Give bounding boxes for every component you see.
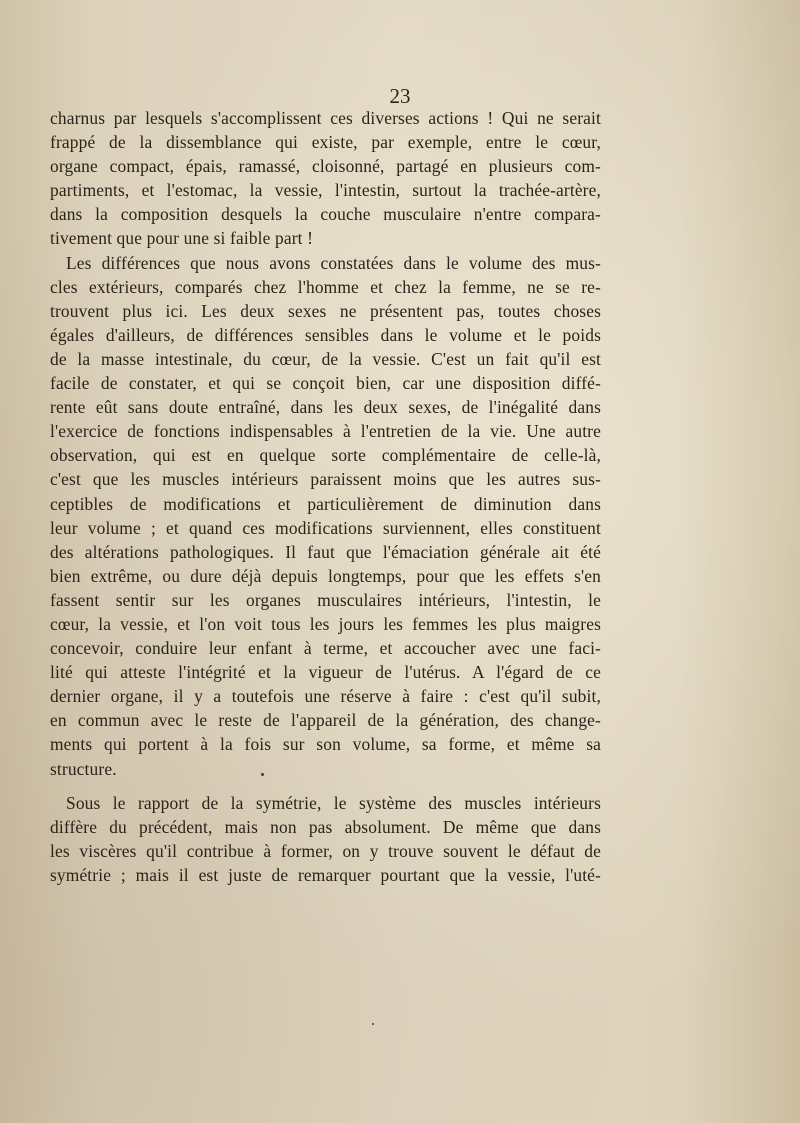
- text-line: les viscères qu'il contribue à former, on y trouve souvent le défaut de: [50, 840, 601, 861]
- paragraph-3: [50, 791, 601, 887]
- ink-speck: [372, 1023, 374, 1025]
- text-line: concevoir, conduire leur enfant à terme, et accoucher avec une faci-: [50, 638, 601, 659]
- text-line: c'est que les muscles intérieurs paraissent moins que les autres sus-: [50, 469, 601, 490]
- text-line: cles extérieurs, comparés chez l'homme et chez la femme, ne se re-: [50, 276, 601, 297]
- text-line: fassent sentir sur les organes musculaires intérieurs, l'intestin, le: [50, 589, 601, 610]
- text-line: observation, qui est en quelque sorte complémentaire de celle-là,: [50, 445, 601, 466]
- text-line: cœur, la vessie, et l'on voit tous les jours les femmes les plus maigres: [50, 613, 601, 634]
- text-line: ceptibles de modifications et particulièrement de diminution dans: [50, 493, 601, 514]
- text-line: bien extrême, ou dure déjà depuis longtemps, pour que les effets s'en: [50, 565, 601, 586]
- text-line: diffère du précédent, mais non pas absolument. De même que dans: [50, 816, 601, 837]
- paragraph-2: [50, 251, 601, 781]
- text-line: frappé de la dissemblance qui existe, par exemple, entre le cœur,: [50, 132, 601, 153]
- text-line: rente eût sans doute entraîné, dans les deux sexes, de l'inégalité dans: [50, 397, 601, 418]
- text-line: partiments, et l'estomac, la vessie, l'intestin, surtout la trachée-artère,: [50, 180, 601, 201]
- text-line: des altérations pathologiques. Il faut que l'émaciation générale ait été: [50, 541, 601, 562]
- text-line: de la masse intestinale, du cœur, de la vessie. C'est un fait qu'il est: [50, 348, 601, 369]
- body-text: [50, 106, 601, 887]
- text-line: l'exercice de fonctions indispensables à l'entretien de la vie. Une autre: [50, 421, 601, 442]
- text-line: organe compact, épais, ramassé, cloisonné, partagé en plusieurs com-: [50, 156, 601, 177]
- ink-speck: [261, 773, 264, 776]
- text-line: facile de constater, et qui se conçoit bien, car une disposition diffé-: [50, 373, 601, 394]
- paragraph-1: [50, 106, 601, 251]
- text-line: égales d'ailleurs, de différences sensibles dans le volume et le poids: [50, 324, 601, 345]
- text-line: dernier organe, il y a toutefois une réserve à faire : c'est qu'il subit,: [50, 686, 601, 707]
- text-line: symétrie ; mais il est juste de remarquer pourtant que la vessie, l'uté-: [50, 864, 601, 885]
- text-line: ments qui portent à la fois sur son volume, sa forme, et même sa: [50, 734, 601, 755]
- text-line: Les différences que nous avons constatées dans le volume des mus-: [66, 252, 601, 273]
- text-line: trouvent plus ici. Les deux sexes ne présentent pas, toutes choses: [50, 300, 601, 321]
- text-line: charnus par lesquels s'accomplissent ces diverses actions ! Qui ne serait: [50, 108, 601, 128]
- text-line: en commun avec le reste de l'appareil de la génération, des change-: [50, 710, 601, 731]
- text-line: lité qui atteste l'intégrité et la vigueur de l'utérus. A l'égard de ce: [50, 662, 601, 683]
- text-line: tivement que pour une si faible part !: [50, 228, 314, 249]
- text-line: leur volume ; et quand ces modifications surviennent, elles constituent: [50, 517, 601, 538]
- text-line: Sous le rapport de la symétrie, le système des muscles intérieurs: [66, 792, 601, 813]
- text-line: dans la composition desquels la couche musculaire n'entre compara-: [50, 204, 601, 225]
- paragraph-gap: [50, 781, 601, 791]
- page-number: 23: [389, 84, 411, 108]
- text-line: structure.: [50, 758, 117, 779]
